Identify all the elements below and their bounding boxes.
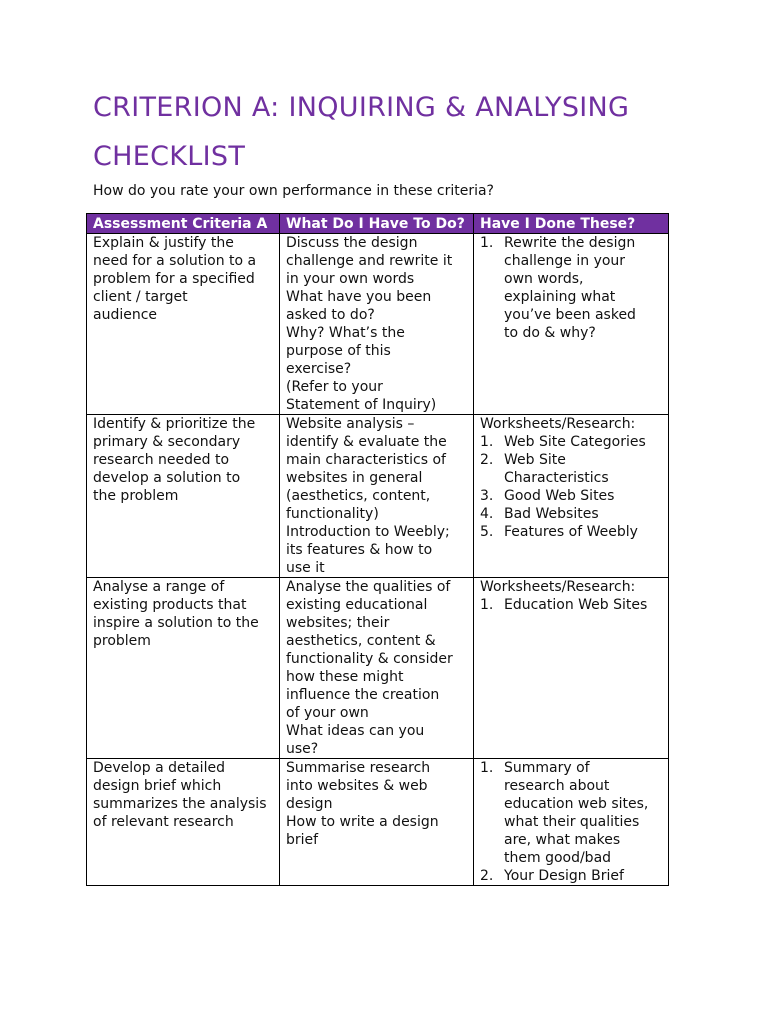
header-what-to-do: What Do I Have To Do? [280, 214, 474, 234]
list-item-text: Bad Websites [504, 506, 599, 522]
criteria-text: need for a solution to a [93, 253, 257, 269]
todo-text: functionality & consider [286, 651, 453, 667]
list-item-text: Good Web Sites [504, 488, 615, 504]
todo-text: Why? What’s the [286, 325, 405, 341]
table-row [87, 415, 669, 578]
list-item-text: Rewrite the design [504, 235, 636, 251]
todo-text: Analyse the qualities of [286, 579, 451, 595]
list-item [480, 433, 662, 451]
list-item-text: are, what makes [504, 832, 621, 848]
list-number: 1. [480, 760, 494, 776]
todo-text: websites; their [286, 615, 390, 631]
list-item-text: Your Design Brief [504, 868, 624, 884]
list-item-text: Features of Weebly [504, 524, 638, 540]
criteria-text: existing products that [93, 597, 247, 613]
todo-text: use? [286, 741, 319, 757]
criteria-text: inspire a solution to the [93, 615, 259, 631]
criteria-text: problem for a specified [93, 271, 255, 287]
list-number: 3. [480, 488, 494, 504]
todo-text: use it [286, 560, 325, 576]
todo-cell [280, 415, 474, 578]
list-number: 4. [480, 506, 494, 522]
criteria-cell [87, 415, 280, 578]
table-header-row [87, 214, 669, 234]
todo-text: functionality) [286, 506, 379, 522]
header-assessment-criteria: Assessment Criteria A [87, 214, 280, 234]
todo-cell [280, 234, 474, 415]
list-item [480, 487, 662, 505]
list-item-text: Web Site Categories [504, 434, 646, 450]
list-item-text: Education Web Sites [504, 597, 648, 613]
todo-text: asked to do? [286, 307, 375, 323]
done-heading: Worksheets/Research: [480, 579, 636, 595]
criteria-text: Explain & justify the [93, 235, 234, 251]
list-number: 2. [480, 452, 494, 468]
todo-text: its features & how to [286, 542, 433, 558]
list-item-text: challenge in your [504, 253, 626, 269]
list-item-text: what their qualities [504, 814, 640, 830]
done-cell [474, 234, 669, 415]
list-item-text: Characteristics [504, 470, 609, 486]
todo-text: main characteristics of [286, 452, 446, 468]
criteria-text: develop a solution to [93, 470, 241, 486]
list-item [480, 234, 662, 342]
criteria-text: Analyse a range of [93, 579, 225, 595]
title-line: CRITERION A: INQUIRING & ANALYSING [93, 92, 630, 123]
title-line: CHECKLIST [93, 141, 246, 172]
done-cell [474, 578, 669, 759]
todo-text: influence the creation [286, 687, 440, 703]
criteria-text: problem [93, 633, 151, 649]
todo-text: design [286, 796, 333, 812]
table-row [87, 234, 669, 415]
todo-text: aesthetics, content & [286, 633, 436, 649]
done-list [480, 596, 662, 614]
criteria-text: design brief which [93, 778, 222, 794]
table-row [87, 759, 669, 886]
list-item-text: own words, [504, 271, 584, 287]
criteria-text: of relevant research [93, 814, 234, 830]
todo-cell [280, 578, 474, 759]
todo-text: identify & evaluate the [286, 434, 447, 450]
list-item [480, 505, 662, 523]
list-item-text: them good/bad [504, 850, 612, 866]
todo-text: challenge and rewrite it [286, 253, 453, 269]
todo-cell [280, 759, 474, 886]
list-item-text: Summary of [504, 760, 590, 776]
list-item [480, 451, 662, 487]
criteria-text: summarizes the analysis [93, 796, 267, 812]
list-item-text: explaining what [504, 289, 616, 305]
checklist-table [86, 213, 669, 886]
todo-text: (aesthetics, content, [286, 488, 431, 504]
done-heading: Worksheets/Research: [480, 416, 636, 432]
list-item-text: you’ve been asked [504, 307, 636, 323]
table-row [87, 578, 669, 759]
list-item [480, 867, 662, 885]
todo-text: how these might [286, 669, 404, 685]
list-number: 2. [480, 868, 494, 884]
list-item-text: education web sites, [504, 796, 649, 812]
header-have-i-done: Have I Done These? [474, 214, 669, 234]
instructions-text: How do you rate your own performance in these criteria? [93, 183, 494, 199]
todo-text: Discuss the design [286, 235, 418, 251]
list-item [480, 596, 662, 614]
criteria-text: client / target [93, 289, 188, 305]
todo-text: Website analysis – [286, 416, 415, 432]
criteria-text: Identify & prioritize the [93, 416, 256, 432]
todo-text: in your own words [286, 271, 415, 287]
done-cell [474, 415, 669, 578]
todo-text: Introduction to Weebly; [286, 524, 450, 540]
todo-text: Statement of Inquiry) [286, 397, 437, 413]
todo-text: purpose of this [286, 343, 391, 359]
list-number: 5. [480, 524, 494, 540]
page-title [93, 83, 733, 181]
list-item [480, 759, 662, 867]
todo-text: (Refer to your [286, 379, 383, 395]
list-item-text: to do & why? [504, 325, 596, 341]
todo-text: brief [286, 832, 319, 848]
criteria-text: audience [93, 307, 158, 323]
list-number: 1. [480, 434, 494, 450]
todo-text: What have you been [286, 289, 432, 305]
todo-text: existing educational [286, 597, 428, 613]
done-list [480, 234, 662, 342]
list-item-text: research about [504, 778, 610, 794]
todo-text: What ideas can you [286, 723, 425, 739]
todo-text: of your own [286, 705, 369, 721]
criteria-cell [87, 234, 280, 415]
done-list [480, 759, 662, 885]
criteria-cell [87, 759, 280, 886]
todo-text: websites in general [286, 470, 423, 486]
criteria-text: Develop a detailed [93, 760, 225, 776]
todo-text: into websites & web [286, 778, 428, 794]
list-number: 1. [480, 235, 494, 251]
done-list [480, 433, 662, 541]
criteria-text: primary & secondary [93, 434, 241, 450]
criteria-text: research needed to [93, 452, 230, 468]
criteria-cell [87, 578, 280, 759]
todo-text: Summarise research [286, 760, 431, 776]
list-number: 1. [480, 597, 494, 613]
list-item [480, 523, 662, 541]
criteria-text: the problem [93, 488, 179, 504]
todo-text: How to write a design [286, 814, 439, 830]
list-item-text: Web Site [504, 452, 566, 468]
todo-text: exercise? [286, 361, 352, 377]
done-cell [474, 759, 669, 886]
